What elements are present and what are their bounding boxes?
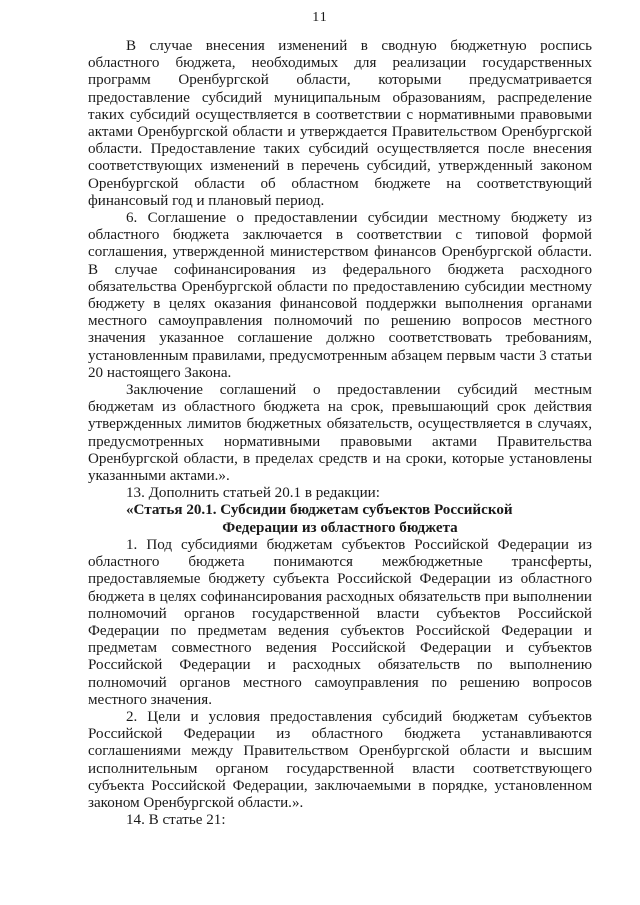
page-number: 11 [312,10,328,25]
paragraph-item-13: 13. Дополнить статьей 20.1 в редакции: [126,485,380,502]
paragraph-article-20-1-part-1: 1. Под субсидиями бюджетам субъектов Российской Федерации из областного бюджета понимаются межбюджетные трансферты, предоставляемые бюджету субъекта Российской Федерации из областного бюджета в целях софинансирования расходных обязательств при выполнении полномочий органов государственной власти субъектов Российской Федерации по предметам ведения субъектов Российской Федерации и предметам совместного ведения Российской Федерации и субъектов Российской Федерации и расходных обязательств по выполнению полномочий органов местного самоуправления по решению вопросов местного значения. [88,536,592,708]
article-heading-line-2: Федерации из областного бюджета [222,519,458,536]
paragraph-item-14: 14. В статье 21: [126,812,226,829]
paragraph-item-6: 6. Соглашение о предоставлении субсидии местному бюджету из областного бюджета заключается в соответствии с типовой формой соглашения, утвержденной министерством финансов Оренбургской области. В случае софинансирования из федерального бюджета расходного обязательства Оренбургской области по предоставлению субсидии местному бюджету в целях оказания финансовой поддержки выполнения органами местного самоуправления полномочий по решению вопросов местного значения указанное соглашение должно соответствовать требованиям, установленным правилами, предусмотренным абзацем первым части 3 статьи 20 настоящего Закона. [88,210,592,381]
paragraph-agreements: Заключение соглашений о предоставлении субсидий местным бюджетам из областного бюджета на срок, превышающий срок действия утвержденных лимитов бюджетных обязательств, осуществляется в случаях, предусмотренных нормативными правовыми актами Правительства Оренбургской области, в пределах средств и на сроки, которые установлены указанными актами.». [88,382,592,485]
article-heading-line-1: «Статья 20.1. Субсидии бюджетам субъектов Российской [126,502,513,519]
paragraph-article-20-1-part-2: 2. Цели и условия предоставления субсидий бюджетам субъектов Российской Федерации из областного бюджета устанавливаются соглашениями между Правительством Оренбургской области и высшим исполнительным органом государственной власти соответствующего субъекта Российской Федерации, заключаемыми в порядке, установленном законом Оренбургской области.». [88,708,592,811]
paragraph-subsidy-distribution: В случае внесения изменений в сводную бюджетную роспись областного бюджета, необходимых для реализации государственных программ Оренбургской области, которыми предусматривается предоставление субсидий муниципальным образованиям, распределение таких субсидий осуществляется в соответствии с нормативными правовыми актами Оренбургской области и утверждается Правительством Оренбургской области. Предоставление таких субсидий осуществляется после внесения соответствующих изменений в перечень субсидий, утвержденный законом Оренбургской области об областном бюджете на соответствующий финансовый год и плановый период. [88,38,592,209]
document-body [88,38,592,829]
